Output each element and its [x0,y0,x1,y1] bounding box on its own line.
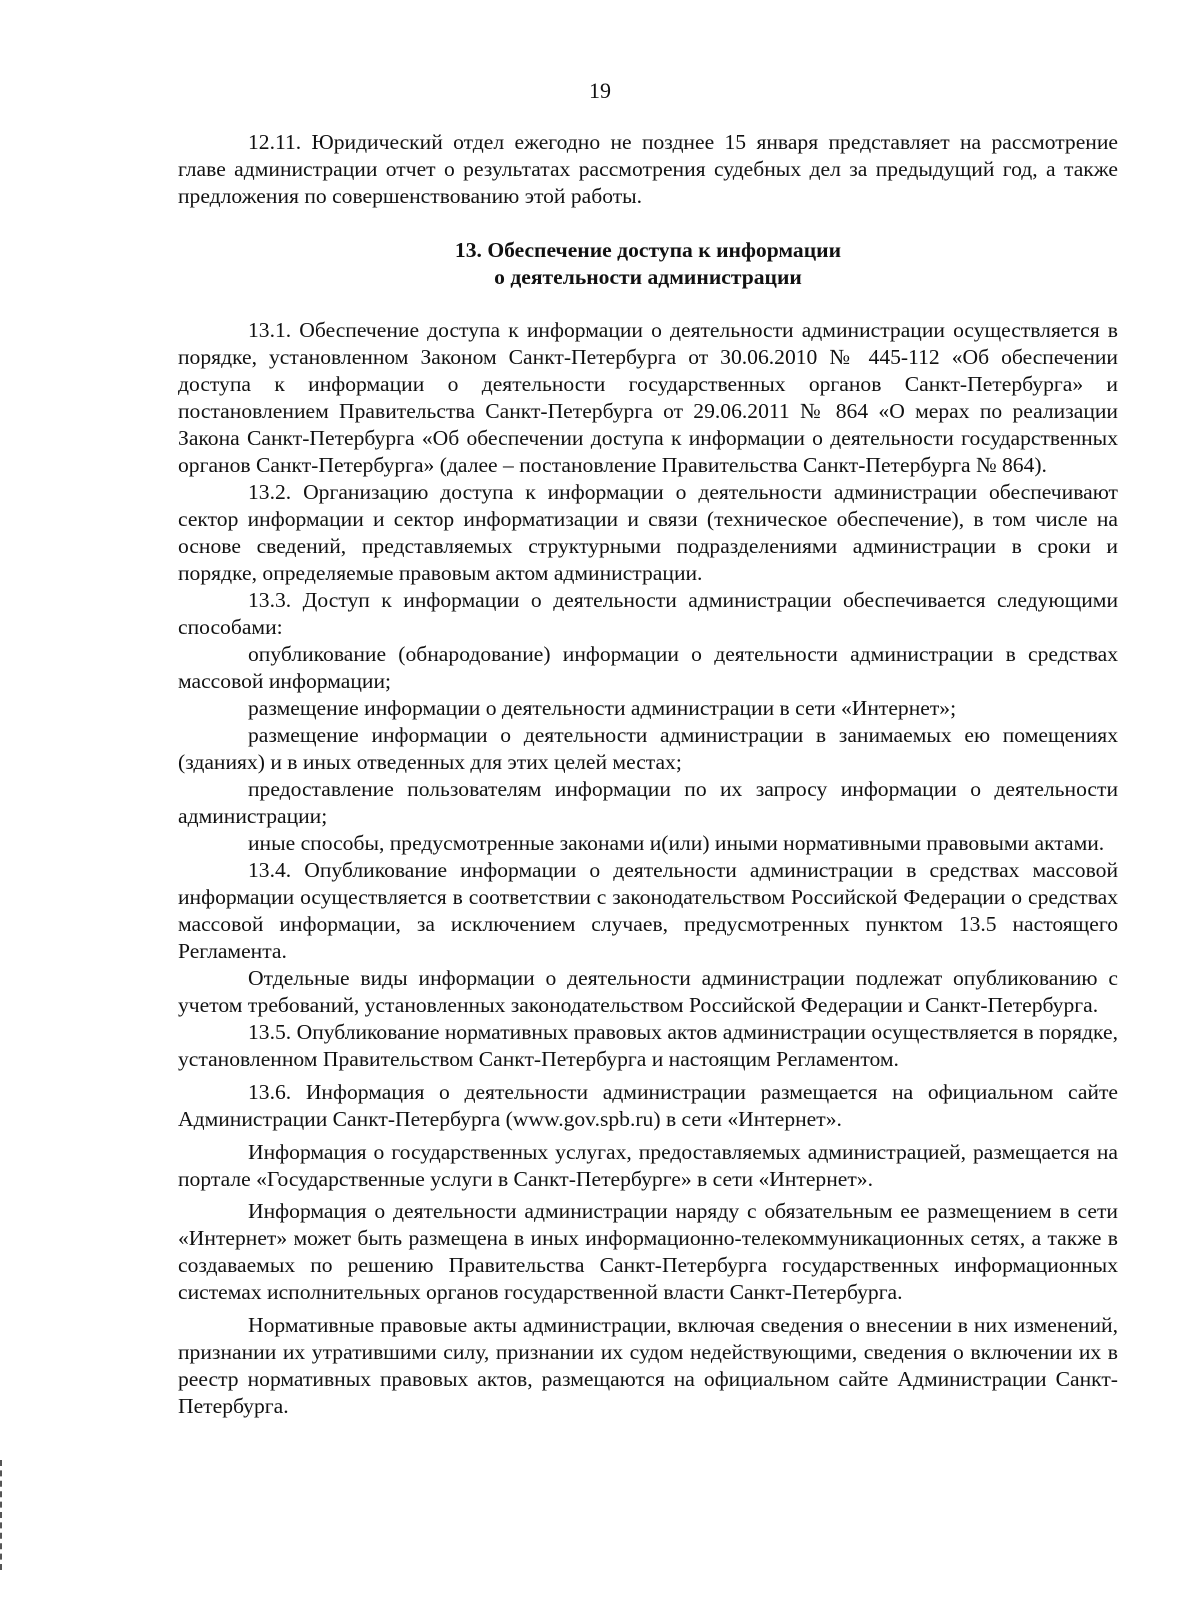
section-heading [178,237,1118,291]
section-heading-line-1: 13. Обеспечение доступа к информации [454,238,842,262]
list-item-publication: опубликование (обнародование) информации о деятельности администрации в средствах массовой информации; [178,642,1118,693]
paragraph-13-4-continued: Отдельные виды информации о деятельности администрации подлежат опубликованию с учетом требований, установленных законодательством Российской Федерации и Санкт-Петербурга. [178,966,1118,1017]
list-item-other-ways: иные способы, предусмотренные законами и(или) иными нормативными правовыми актами. [248,831,1105,855]
paragraph-13-6-services: Информация о государственных услугах, предоставляемых администрацией, размещается на портале «Государственные услуги в Санкт-Петербурге» в сети «Интернет». [178,1140,1118,1191]
list-item-on-request: предоставление пользователям информации по их запросу информации о деятельности администрации; [178,777,1118,828]
list-item-premises: размещение информации о деятельности администрации в занимаемых ею помещениях (зданиях) и в иных отведенных для этих целей местах; [178,723,1118,774]
paragraph-13-6-networks: Информация о деятельности администрации наряду с обязательным ее размещением в сети «Интернет» может быть размещена в иных информационно-телекоммуникационных сетях, а также в создаваемых по решению Правительства Санкт-Петербурга государственных информационных системах исполнительных органов государственной власти Санкт-Петербурга. [178,1199,1118,1304]
paragraph-13-2: 13.2. Организацию доступа к информации о деятельности администрации обеспечивают сектор информации и сектор информатизации и связи (техническое обеспечение), в том числе на основе сведений, представляемых структурными подразделениями администрации в сроки и порядке, определяемые правовым актом администрации. [178,480,1118,585]
paragraph-13-1: 13.1. Обеспечение доступа к информации о деятельности администрации осуществляется в порядке, установленном Законом Санкт-Петербурга от 30.06.2010 № 445-112 «Об обеспечении доступа к информации о деятельности государственных органов Санкт-Петербурга» и постановлением Правительства Санкт-Петербурга от 29.06.2011 № 864 «О мерах по реализации Закона Санкт-Петербурга «Об обеспечении доступа к информации о деятельности государственных органов Санкт-Петербурга» (далее – постановление Правительства Санкт-Петербурга № 864). [178,318,1118,477]
paragraph-13-3: 13.3. Доступ к информации о деятельности администрации обеспечивается следующими способами: [178,588,1118,639]
paragraph-13-6: 13.6. Информация о деятельности администрации размещается на официальном сайте Администрации Санкт-Петербурга (www.gov.spb.ru) в сети «Интернет». [178,1080,1118,1131]
paragraph-12-11: 12.11. Юридический отдел ежегодно не позднее 15 января представляет на рассмотрение главе администрации отчет о результатах рассмотрения судебных дел за предыдущий год, а также предложения по совершенствованию этой работы. [178,130,1118,208]
list-item-internet: размещение информации о деятельности администрации в сети «Интернет»; [248,696,957,720]
paragraph-13-5: 13.5. Опубликование нормативных правовых актов администрации осуществляется в порядке, установленном Правительством Санкт-Петербурга и настоящим Регламентом. [178,1020,1118,1071]
page-number: 19 [589,78,611,103]
paragraph-13-4: 13.4. Опубликование информации о деятельности администрации в средствах массовой информации осуществляется в соответствии с законодательством Российской Федерации о средствах массовой информации, за исключением случаев, предусмотренных пунктом 13.5 настоящего Регламента. [178,858,1118,963]
paragraph-13-6-normative-acts: Нормативные правовые акты администрации, включая сведения о внесении в них изменений, признании их утратившими силу, признании их судом недействующими, сведения о включении их в реестр нормативных правовых актов, размещаются на официальном сайте Администрации Санкт-Петербурга. [178,1313,1118,1418]
scan-edge-marks [0,1460,5,1570]
document-body [178,129,1118,1420]
section-heading-line-2: о деятельности администрации [494,265,802,289]
